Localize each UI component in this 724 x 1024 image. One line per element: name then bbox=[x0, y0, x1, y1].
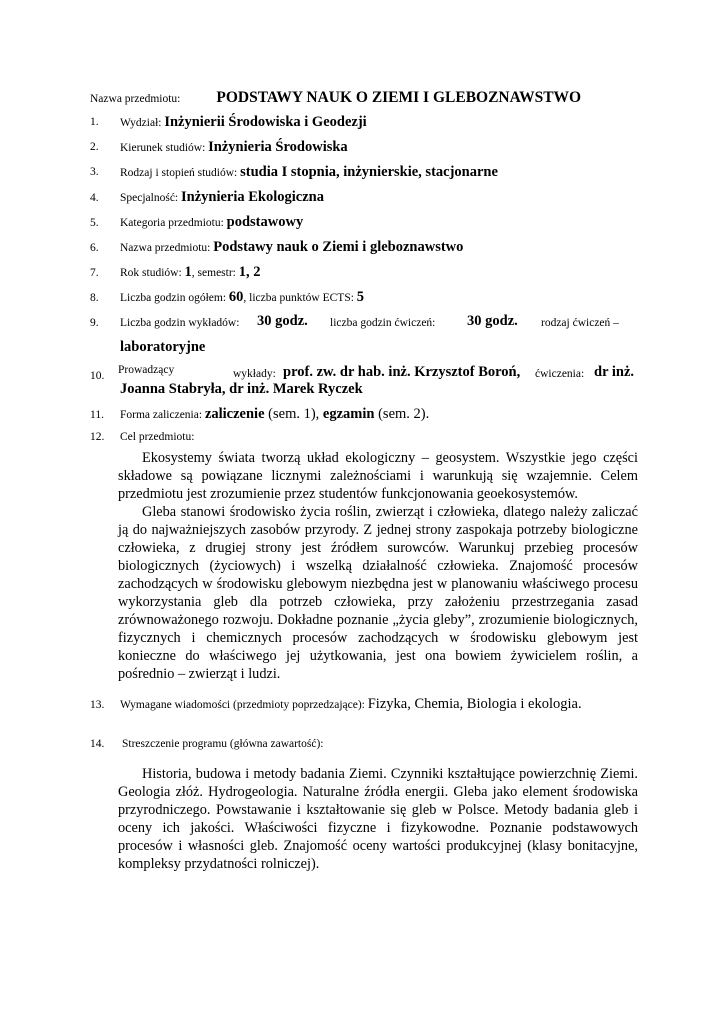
exercise-kind: laboratoryjne bbox=[120, 339, 206, 355]
header-line bbox=[90, 89, 581, 107]
goal-text: Ekosystemy świata tworzą układ ekologiczny – geosystem. Wszystkie jego części składowe są powiązane licznymi zależnościami i warunkują się wzajemnie. Celem przedmiotu jest zrozumienie przez studentów funkcjonowania geoekosystemów. Gleba stanowi środowisko życia roślin, zwierząt i człowieka, dlatego należy zaliczać ją do najważniejszych zasobów przyrody. Z jednej strony zaspokaja potrzeby biologiczne człowieka, z drugiej strony jest źródłem surowców. Warunkuj przebieg procesów biologicznych (życiowych) i wszelką działalność człowieka. Znajomość procesów zachodzących w środowisku glebowym niezbędna jest w planowaniu właściwego procesu wykorzystania gleb dla potrzeb człowieka, przy założeniu przestrzegania zasad zrównoważonego rozwoju. Dokładne poznanie „życia gleby”, zrozumienie biologicznych, fizycznych i chemicznych procesów zachodzących w środowisku glebowym jest konieczne do właściwego jej użytkowania, jest ona bowiem żywicielem roślin, a pośrednio – zwierząt i ludzi. bbox=[118, 450, 638, 682]
page-title: PODSTAWY NAUK O ZIEMI I GLEBOZNAWSTWO bbox=[216, 89, 582, 106]
program-summary-text: Historia, budowa i metody badania Ziemi. Czynniki kształtujące powierzchnię Ziemi. Geologia złóż. Hydrogeologia. Naturalne źródła energii. Gleba jako element środowiska przyrodniczego. Powstawanie i kształtowanie się gleb w Polsce. Metody badania gleb i oceny ich jakości. Właściwości fizyczne i fizykowodne. Poznanie podstawowych procesów i własności gleb. Znajomość oceny wartości produkcyjnej (klasy bonitacyjne, kompleksy przydatności rolniczej). bbox=[118, 766, 638, 872]
header-label: Nazwa przedmiotu: bbox=[90, 93, 181, 105]
